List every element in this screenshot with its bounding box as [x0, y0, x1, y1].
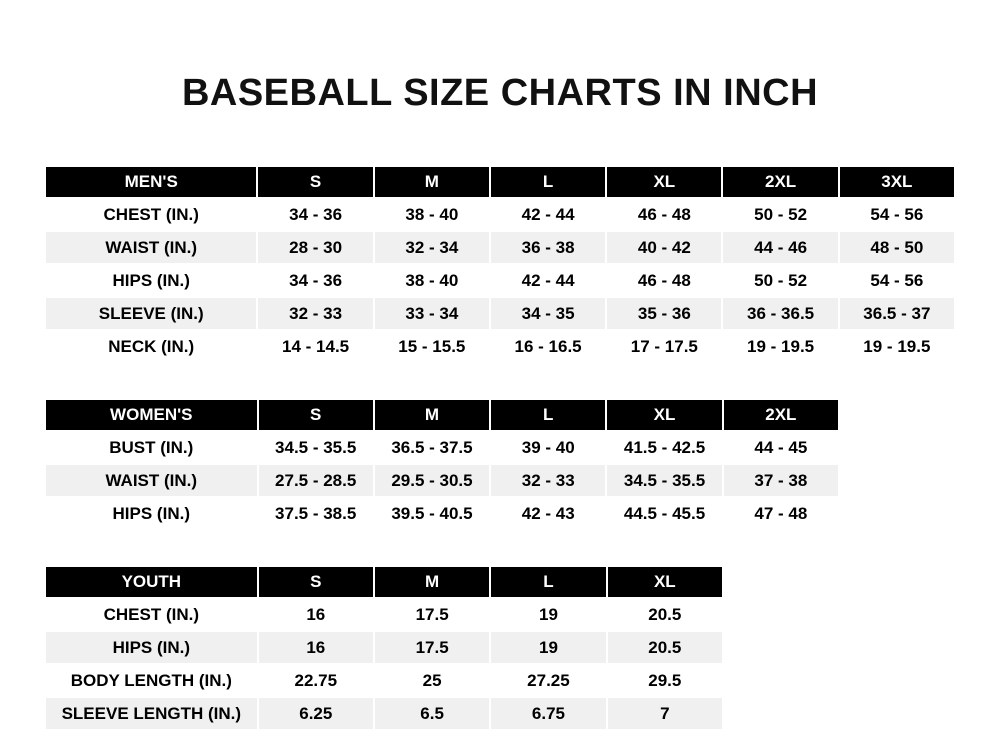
table-cell: 44 - 46 [722, 231, 838, 264]
table-row [45, 231, 955, 264]
table-cell: 37.5 - 38.5 [258, 497, 374, 530]
row-label: HIPS (IN.) [45, 264, 257, 297]
table-row [45, 431, 839, 464]
table-cell: 32 - 33 [257, 297, 373, 330]
mens-size-table [44, 165, 956, 364]
table-cell: 19 - 19.5 [722, 330, 838, 363]
table-cell: 54 - 56 [839, 198, 955, 231]
table-header-row [45, 166, 955, 198]
table-cell: 38 - 40 [374, 198, 490, 231]
column-header: XL [607, 566, 723, 598]
table-row [45, 697, 723, 730]
row-label: BUST (IN.) [45, 431, 258, 464]
table-row [45, 330, 955, 363]
table-cell: 33 - 34 [374, 297, 490, 330]
table-row [45, 664, 723, 697]
table-cell: 27.5 - 28.5 [258, 464, 374, 497]
column-header: MEN'S [45, 166, 257, 198]
row-label: CHEST (IN.) [45, 198, 257, 231]
table-row [45, 631, 723, 664]
table-cell: 17 - 17.5 [606, 330, 722, 363]
table-cell: 25 [374, 664, 490, 697]
column-header: L [490, 566, 606, 598]
row-label: NECK (IN.) [45, 330, 257, 363]
table-cell: 34.5 - 35.5 [258, 431, 374, 464]
column-header: M [374, 166, 490, 198]
row-label: HIPS (IN.) [45, 497, 258, 530]
table-row [45, 497, 839, 530]
table-cell: 50 - 52 [722, 264, 838, 297]
table-cell: 6.5 [374, 697, 490, 730]
table-cell: 34 - 36 [257, 198, 373, 231]
table-cell: 27.25 [490, 664, 606, 697]
table-cell: 34 - 36 [257, 264, 373, 297]
table-cell: 17.5 [374, 598, 490, 631]
table-cell: 44 - 45 [723, 431, 839, 464]
table-cell: 22.75 [258, 664, 374, 697]
table-cell: 44.5 - 45.5 [606, 497, 722, 530]
column-header: S [258, 566, 374, 598]
table-cell: 6.75 [490, 697, 606, 730]
page-title: BASEBALL SIZE CHARTS IN INCH [181, 72, 819, 114]
row-label: CHEST (IN.) [45, 598, 258, 631]
table-cell: 20.5 [607, 598, 723, 631]
table-cell: 41.5 - 42.5 [606, 431, 722, 464]
table-cell: 40 - 42 [606, 231, 722, 264]
column-header: L [490, 166, 606, 198]
table-cell: 54 - 56 [839, 264, 955, 297]
womens-size-table [44, 398, 840, 531]
youth-size-table [44, 565, 724, 731]
table-row [45, 297, 955, 330]
column-header: YOUTH [45, 566, 258, 598]
column-header: 2XL [723, 399, 839, 431]
table-cell: 46 - 48 [606, 198, 722, 231]
column-header: S [258, 399, 374, 431]
table-cell: 38 - 40 [374, 264, 490, 297]
table-cell: 36 - 36.5 [722, 297, 838, 330]
column-header: WOMEN'S [45, 399, 258, 431]
table-header-row [45, 566, 723, 598]
table-cell: 42 - 43 [490, 497, 606, 530]
table-cell: 36 - 38 [490, 231, 606, 264]
column-header: 3XL [839, 166, 955, 198]
column-header: 2XL [722, 166, 838, 198]
table-cell: 19 [490, 598, 606, 631]
table-cell: 20.5 [607, 631, 723, 664]
table-cell: 46 - 48 [606, 264, 722, 297]
table-cell: 16 [258, 598, 374, 631]
row-label: SLEEVE (IN.) [45, 297, 257, 330]
table-cell: 19 [490, 631, 606, 664]
table-cell: 19 - 19.5 [839, 330, 955, 363]
table-cell: 34 - 35 [490, 297, 606, 330]
table-cell: 17.5 [374, 631, 490, 664]
table-cell: 28 - 30 [257, 231, 373, 264]
column-header: XL [606, 399, 722, 431]
table-cell: 16 - 16.5 [490, 330, 606, 363]
row-label: HIPS (IN.) [45, 631, 258, 664]
column-header: L [490, 399, 606, 431]
table-cell: 16 [258, 631, 374, 664]
table-cell: 36.5 - 37.5 [374, 431, 490, 464]
table-row [45, 198, 955, 231]
table-cell: 14 - 14.5 [257, 330, 373, 363]
table-cell: 32 - 34 [374, 231, 490, 264]
table-cell: 35 - 36 [606, 297, 722, 330]
table-cell: 15 - 15.5 [374, 330, 490, 363]
table-cell: 34.5 - 35.5 [606, 464, 722, 497]
table-cell: 42 - 44 [490, 198, 606, 231]
row-label: WAIST (IN.) [45, 231, 257, 264]
row-label: SLEEVE LENGTH (IN.) [45, 697, 258, 730]
row-label: BODY LENGTH (IN.) [45, 664, 258, 697]
table-cell: 29.5 [607, 664, 723, 697]
table-cell: 6.25 [258, 697, 374, 730]
table-cell: 37 - 38 [723, 464, 839, 497]
row-label: WAIST (IN.) [45, 464, 258, 497]
table-row [45, 464, 839, 497]
table-row [45, 598, 723, 631]
table-cell: 47 - 48 [723, 497, 839, 530]
table-cell: 36.5 - 37 [839, 297, 955, 330]
column-header: S [257, 166, 373, 198]
table-header-row [45, 399, 839, 431]
table-cell: 32 - 33 [490, 464, 606, 497]
table-cell: 7 [607, 697, 723, 730]
table-cell: 39 - 40 [490, 431, 606, 464]
table-row [45, 264, 955, 297]
column-header: M [374, 399, 490, 431]
table-cell: 29.5 - 30.5 [374, 464, 490, 497]
tables-container [0, 165, 1000, 731]
column-header: XL [606, 166, 722, 198]
table-cell: 42 - 44 [490, 264, 606, 297]
table-cell: 48 - 50 [839, 231, 955, 264]
column-header: M [374, 566, 490, 598]
table-cell: 39.5 - 40.5 [374, 497, 490, 530]
table-cell: 50 - 52 [722, 198, 838, 231]
